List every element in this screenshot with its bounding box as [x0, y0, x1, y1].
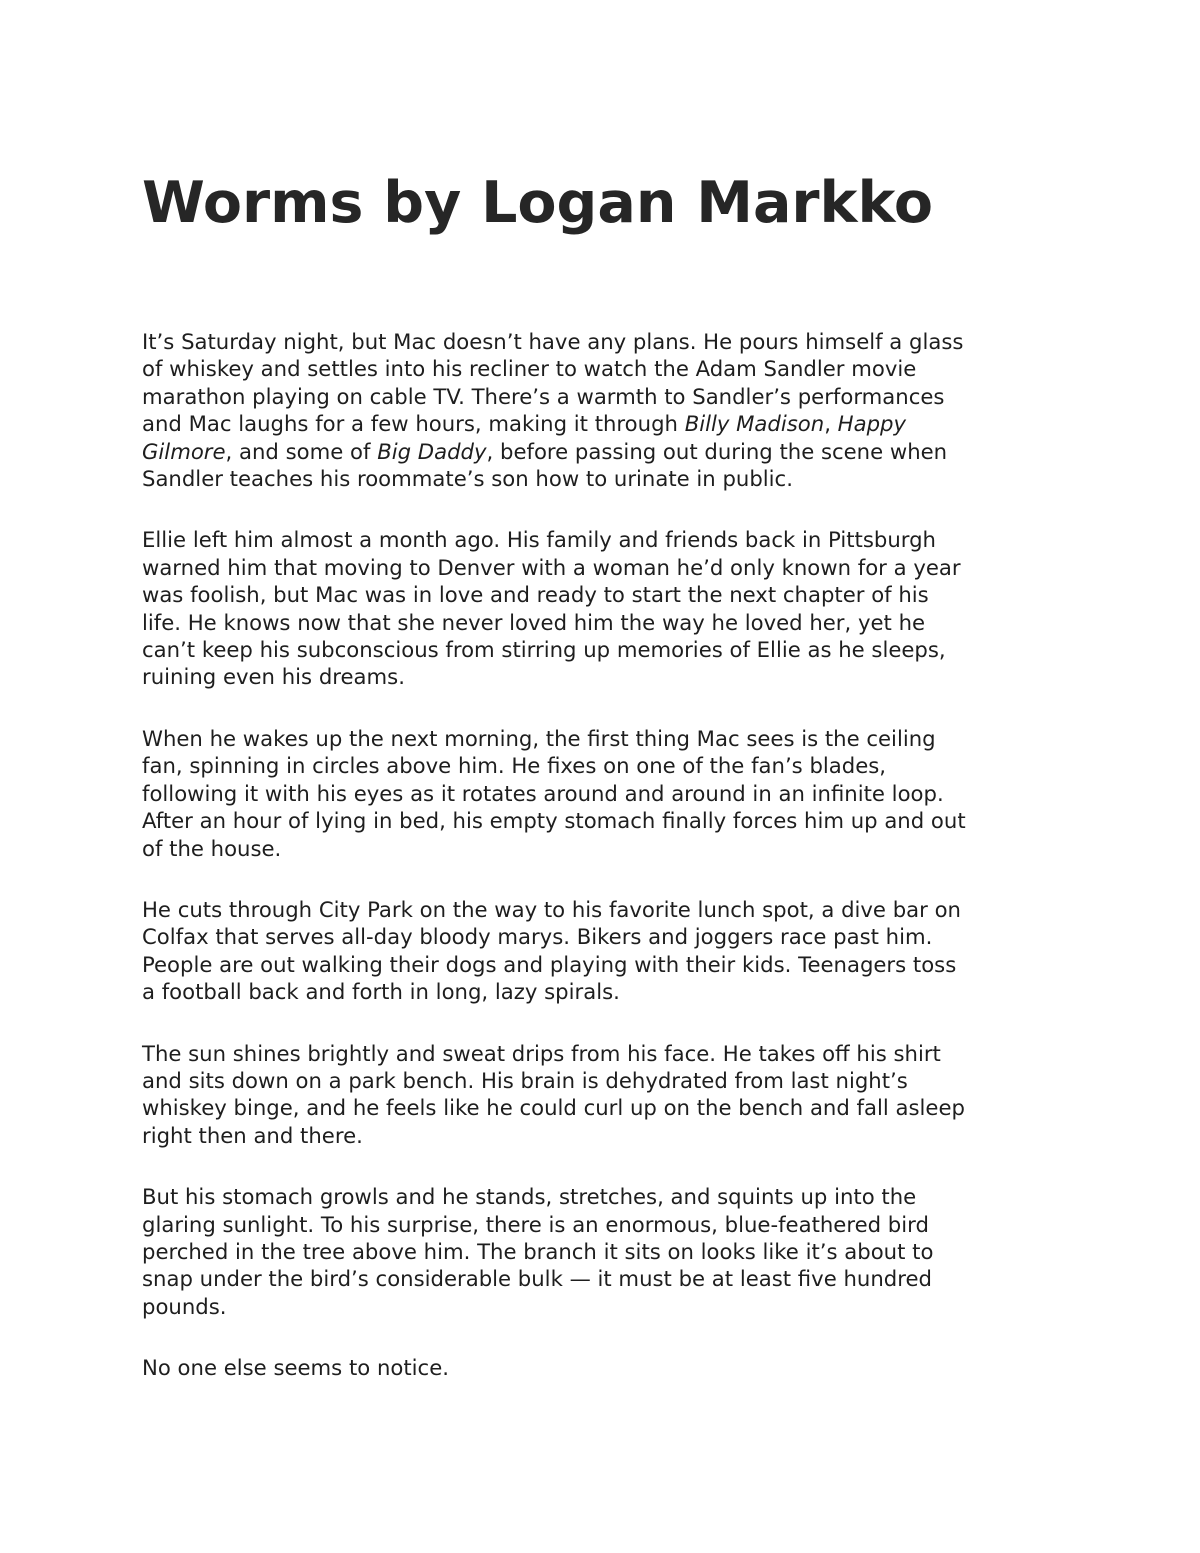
text-line: [142, 725, 1072, 752]
text-line: [142, 609, 1072, 636]
paragraph: [142, 328, 1072, 492]
text-run: glaring sunlight. To his surprise, there is an enormous, blue-feathered bird: [142, 1211, 929, 1237]
text-run: After an hour of lying in bed, his empty stomach finally forces him up and out: [142, 808, 966, 834]
text-line: [142, 526, 1072, 553]
text-run: and Mac laughs for a few hours, making it through: [142, 411, 685, 437]
text-line: [142, 554, 1072, 581]
text-line: [142, 1265, 1072, 1292]
text-run: No one else seems to notice.: [142, 1355, 449, 1381]
text-run: ,: [824, 411, 838, 437]
text-line: [142, 663, 1072, 690]
text-run: following it with his eyes as it rotates around and around in an infinite loop.: [142, 780, 944, 806]
text-run: People are out walking their dogs and playing with their kids. Teenagers toss: [142, 951, 957, 977]
text-line: [142, 1354, 1072, 1381]
text-run: Sandler teaches his roommate’s son how to urinate in public.: [142, 466, 793, 492]
text-line: [142, 581, 1072, 608]
text-line: [142, 355, 1072, 382]
text-line: [142, 1122, 1072, 1149]
page-title: Worms by Logan Markko: [142, 170, 933, 236]
text-run: But his stomach growls and he stands, stretches, and squints up into the: [142, 1184, 917, 1210]
text-line: [142, 1238, 1072, 1265]
text-line: [142, 978, 1072, 1005]
text-line: [142, 383, 1072, 410]
paragraph: [142, 1040, 1072, 1150]
text-line: [142, 1293, 1072, 1320]
text-run: When he wakes up the next morning, the first thing Mac sees is the ceiling: [142, 725, 936, 751]
text-run: Colfax that serves all-day bloody marys. Bikers and joggers race past him.: [142, 924, 933, 950]
text-line: [142, 1211, 1072, 1238]
text-run: life. He knows now that she never loved him the way he loved her, yet he: [142, 609, 926, 635]
text-run: snap under the bird’s considerable bulk — it must be at least five hundred: [142, 1266, 932, 1292]
text-run: and sits down on a park bench. His brain is dehydrated from last night’s: [142, 1067, 908, 1093]
paragraph: [142, 896, 1072, 1006]
text-run: fan, spinning in circles above him. He fixes on one of the fan’s blades,: [142, 753, 887, 779]
text-run: , and some of: [225, 438, 378, 464]
text-run: , before passing out during the scene when: [486, 438, 948, 464]
text-line: [142, 328, 1072, 355]
text-line: [142, 1183, 1072, 1210]
text-line: [142, 1067, 1072, 1094]
text-line: [142, 752, 1072, 779]
text-run: marathon playing on cable TV. There’s a warmth to Sandler’s performances: [142, 383, 945, 409]
paragraph: [142, 725, 1072, 862]
text-run: was foolish, but Mac was in love and ready to start the next chapter of his: [142, 582, 929, 608]
text-line: [142, 465, 1072, 492]
paragraph: [142, 1183, 1072, 1320]
paragraph: [142, 1354, 1072, 1381]
text-run: of whiskey and settles into his recliner to watch the Adam Sandler movie: [142, 356, 917, 382]
text-line: [142, 780, 1072, 807]
text-line: [142, 1094, 1072, 1121]
paragraph: [142, 526, 1072, 690]
text-run: pounds.: [142, 1293, 227, 1319]
text-line: [142, 951, 1072, 978]
text-run: Ellie left him almost a month ago. His family and friends back in Pittsburgh: [142, 527, 936, 553]
text-run: ruining even his dreams.: [142, 664, 405, 690]
text-run: can’t keep his subconscious from stirring up memories of Ellie as he sleeps,: [142, 637, 946, 663]
text-line: [142, 896, 1072, 923]
text-run: of the house.: [142, 835, 282, 861]
text-run: The sun shines brightly and sweat drips from his face. He takes off his shirt: [142, 1040, 941, 1066]
italic-title-text: Gilmore: [142, 438, 226, 464]
text-line: [142, 636, 1072, 663]
italic-title-text: Billy Madison: [684, 411, 825, 437]
story-body: [142, 328, 1072, 1382]
text-line: [142, 1040, 1072, 1067]
text-run: right then and there.: [142, 1122, 363, 1148]
text-run: warned him that moving to Denver with a woman he’d only known for a year: [142, 554, 961, 580]
text-line: [142, 923, 1072, 950]
text-line: [142, 807, 1072, 834]
italic-title-text: Big Daddy: [377, 438, 487, 464]
text-run: perched in the tree above him. The branch it sits on looks like it’s about to: [142, 1238, 934, 1264]
text-run: a football back and forth in long, lazy spirals.: [142, 979, 620, 1005]
italic-title-text: Happy: [837, 411, 907, 437]
text-run: It’s Saturday night, but Mac doesn’t have any plans. He pours himself a glass: [142, 329, 964, 354]
text-run: whiskey binge, and he feels like he could curl up on the bench and fall asleep: [142, 1095, 965, 1121]
text-line: [142, 410, 1072, 437]
text-run: He cuts through City Park on the way to his favorite lunch spot, a dive bar on: [142, 896, 961, 922]
text-line: [142, 438, 1072, 465]
text-line: [142, 835, 1072, 862]
